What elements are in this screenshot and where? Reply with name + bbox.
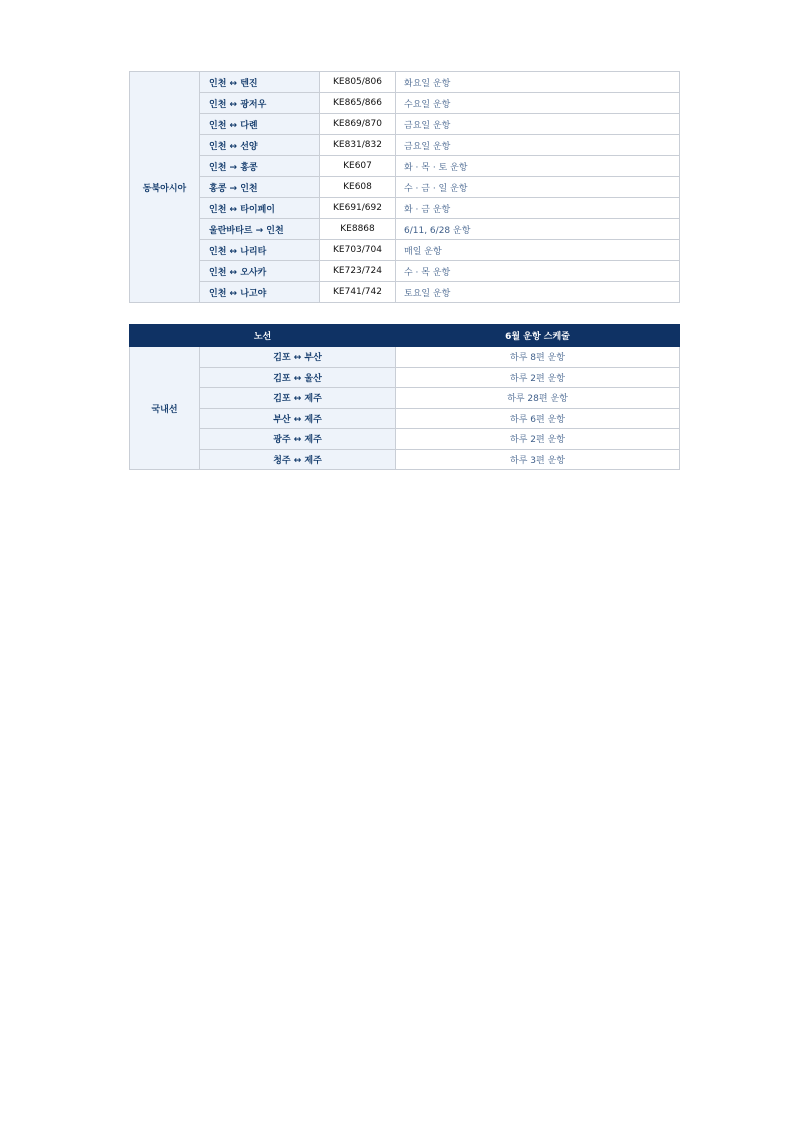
flight-number-cell: KE691/692	[320, 198, 396, 219]
route-cell: 김포 ↔ 울산	[200, 367, 396, 388]
route-cell: 인천 ↔ 타이페이	[200, 198, 320, 219]
flight-number-cell: KE607	[320, 156, 396, 177]
route-cell: 인천 ↔ 오사카	[200, 261, 320, 282]
table-row	[130, 408, 680, 429]
schedule-cell: 매일 운항	[396, 240, 680, 261]
table-header-row	[130, 325, 680, 347]
schedule-cell: 수 · 목 운항	[396, 261, 680, 282]
schedule-cell: 하루 6편 운항	[396, 408, 680, 429]
schedule-cell: 하루 8편 운항	[396, 347, 680, 368]
table-row	[130, 367, 680, 388]
table-row	[130, 282, 680, 303]
schedule-cell: 화 · 금 운항	[396, 198, 680, 219]
schedule-cell: 하루 2편 운항	[396, 429, 680, 450]
schedule-cell: 수 · 금 · 일 운항	[396, 177, 680, 198]
schedule-cell: 6/11, 6/28 운항	[396, 219, 680, 240]
table-row	[130, 198, 680, 219]
table-row	[130, 72, 680, 93]
flight-number-cell: KE805/806	[320, 72, 396, 93]
table-row	[130, 347, 680, 368]
schedule-cell: 하루 3편 운항	[396, 449, 680, 470]
table-row	[130, 135, 680, 156]
international-schedule-table	[129, 71, 680, 303]
route-cell: 광주 ↔ 제주	[200, 429, 396, 450]
schedule-cell: 금요일 운항	[396, 114, 680, 135]
schedule-cell: 화 · 목 · 토 운항	[396, 156, 680, 177]
table-row	[130, 177, 680, 198]
schedule-cell: 토요일 운항	[396, 282, 680, 303]
route-column-header: 노선	[130, 325, 396, 347]
table-row	[130, 429, 680, 450]
flight-number-cell: KE741/742	[320, 282, 396, 303]
table-row	[130, 93, 680, 114]
region-label: 동북아시아	[130, 72, 200, 303]
route-cell: 홍콩 → 인천	[200, 177, 320, 198]
flight-number-cell: KE831/832	[320, 135, 396, 156]
route-cell: 김포 ↔ 부산	[200, 347, 396, 368]
table-row	[130, 240, 680, 261]
route-cell: 인천 ↔ 나고야	[200, 282, 320, 303]
schedule-cell: 하루 28편 운항	[396, 388, 680, 409]
table-row	[130, 156, 680, 177]
flight-number-cell: KE8868	[320, 219, 396, 240]
flight-number-cell: KE723/724	[320, 261, 396, 282]
schedule-column-header: 6월 운항 스케줄	[396, 325, 680, 347]
schedule-cell: 화요일 운항	[396, 72, 680, 93]
route-cell: 울란바타르 → 인천	[200, 219, 320, 240]
table-row	[130, 388, 680, 409]
flight-number-cell: KE608	[320, 177, 396, 198]
domestic-schedule-table	[129, 324, 680, 470]
flight-number-cell: KE703/704	[320, 240, 396, 261]
table-row	[130, 449, 680, 470]
route-cell: 인천 ↔ 다롄	[200, 114, 320, 135]
route-cell: 인천 ↔ 나리타	[200, 240, 320, 261]
route-cell: 청주 ↔ 제주	[200, 449, 396, 470]
route-cell: 김포 ↔ 제주	[200, 388, 396, 409]
region-label: 국내선	[130, 347, 200, 470]
route-cell: 인천 ↔ 선양	[200, 135, 320, 156]
table-row	[130, 219, 680, 240]
route-cell: 부산 ↔ 제주	[200, 408, 396, 429]
route-cell: 인천 ↔ 텐진	[200, 72, 320, 93]
flight-number-cell: KE869/870	[320, 114, 396, 135]
route-cell: 인천 → 홍콩	[200, 156, 320, 177]
schedule-cell: 수요일 운항	[396, 93, 680, 114]
schedule-cell: 하루 2편 운항	[396, 367, 680, 388]
table-row	[130, 114, 680, 135]
flight-number-cell: KE865/866	[320, 93, 396, 114]
table-row	[130, 261, 680, 282]
route-cell: 인천 ↔ 광저우	[200, 93, 320, 114]
schedule-cell: 금요일 운항	[396, 135, 680, 156]
